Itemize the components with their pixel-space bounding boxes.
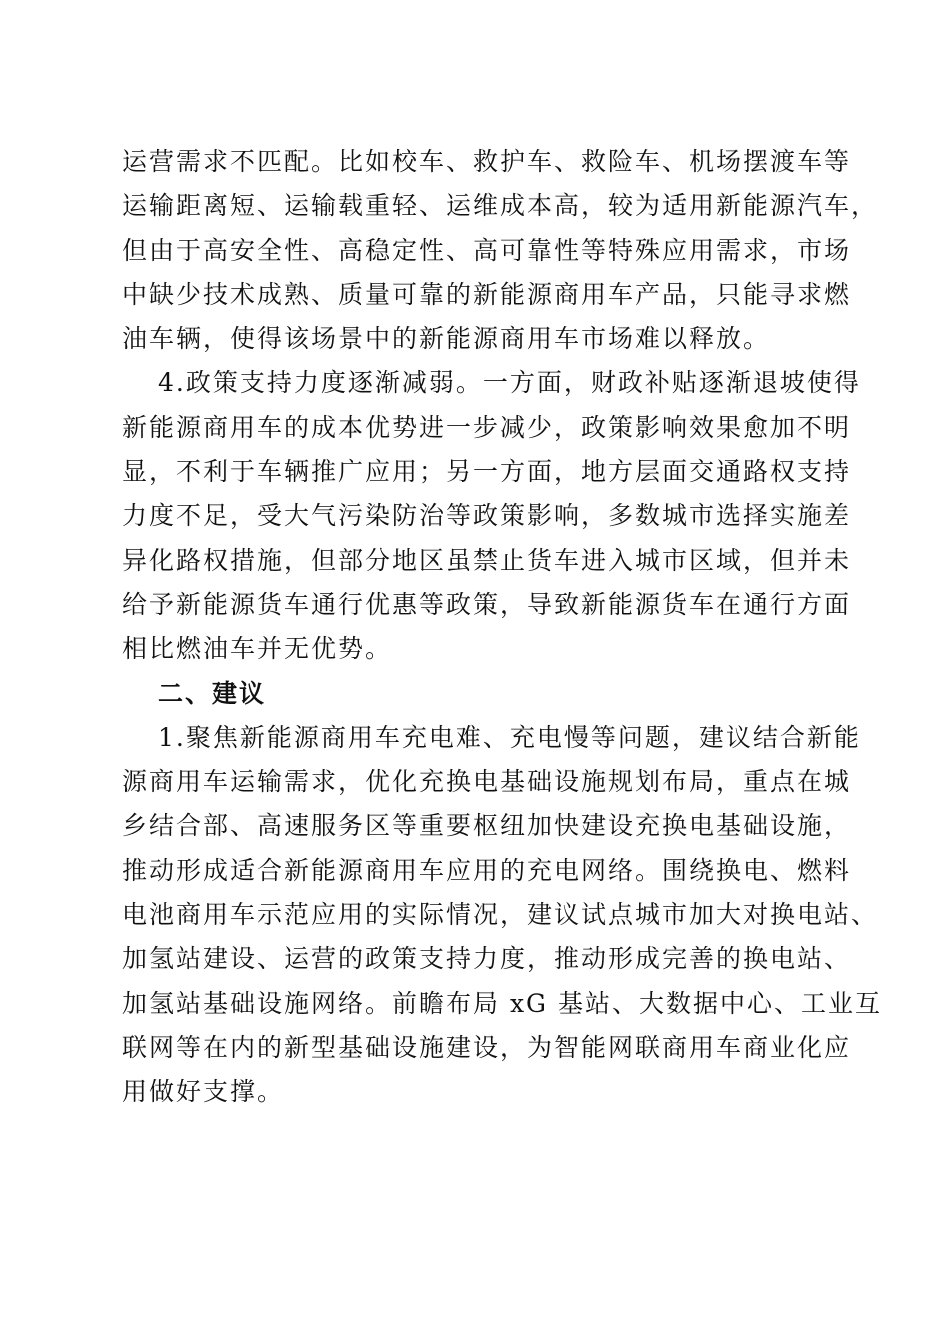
text-line: 给予新能源货车通行优惠等政策，导致新能源货车在通行方面 xyxy=(122,589,852,619)
text-line: 加氢站建设、运营的政策支持力度，推动形成完善的换电站、 xyxy=(122,944,852,974)
text-line: 新能源商用车的成本优势进一步减少，政策影响效果愈加不明 xyxy=(122,412,852,442)
text-line: 显，不利于车辆推广应用；另一方面，地方层面交通路权支持 xyxy=(122,457,852,487)
text-line: 乡结合部、高速服务区等重要枢纽加快建设充换电基础设施， xyxy=(122,811,852,841)
text-line: 运营需求不匹配。比如校车、救护车、救险车、机场摆渡车等 xyxy=(122,147,852,176)
paragraph-1-first-line: 1.聚焦新能源商用车充电难、充电慢等问题，建议结合新能 xyxy=(158,722,861,752)
text-line: 但由于高安全性、高稳定性、高可靠性等特殊应用需求，市场 xyxy=(122,235,852,265)
text-line: 联网等在内的新型基础设施建设，为智能网联商用车商业化应 xyxy=(122,1032,852,1062)
text-line: 中缺少技术成熟、质量可靠的新能源商用车产品，只能寻求燃 xyxy=(122,279,852,309)
body-text xyxy=(122,140,882,1115)
section-heading: 二、建议 xyxy=(158,678,267,708)
text-line: 油车辆，使得该场景中的新能源商用车市场难以释放。 xyxy=(122,324,771,354)
text-line: 源商用车运输需求，优化充换电基础设施规划布局，重点在城 xyxy=(122,767,852,797)
text-line: 加氢站基础设施网络。前瞻布局 xG 基站、大数据中心、工业互 xyxy=(122,988,882,1018)
text-line: 电池商用车示范应用的实际情况，建议试点城市加大对换电站、 xyxy=(122,900,879,930)
paragraph-4-first-line: 4.政策支持力度逐渐减弱。一方面，财政补贴逐渐退坡使得 xyxy=(158,368,861,398)
text-line: 运输距离短、运输载重轻、运维成本高，较为适用新能源汽车， xyxy=(122,191,879,221)
text-line: 异化路权措施，但部分地区虽禁止货车进入城市区域，但并未 xyxy=(122,545,852,575)
text-line: 相比燃油车并无优势。 xyxy=(122,634,393,664)
text-line: 力度不足，受大气污染防治等政策影响，多数城市选择实施差 xyxy=(122,501,852,531)
text-line: 用做好支撑。 xyxy=(122,1077,285,1107)
text-line: 推动形成适合新能源商用车应用的充电网络。围绕换电、燃料 xyxy=(122,855,852,885)
